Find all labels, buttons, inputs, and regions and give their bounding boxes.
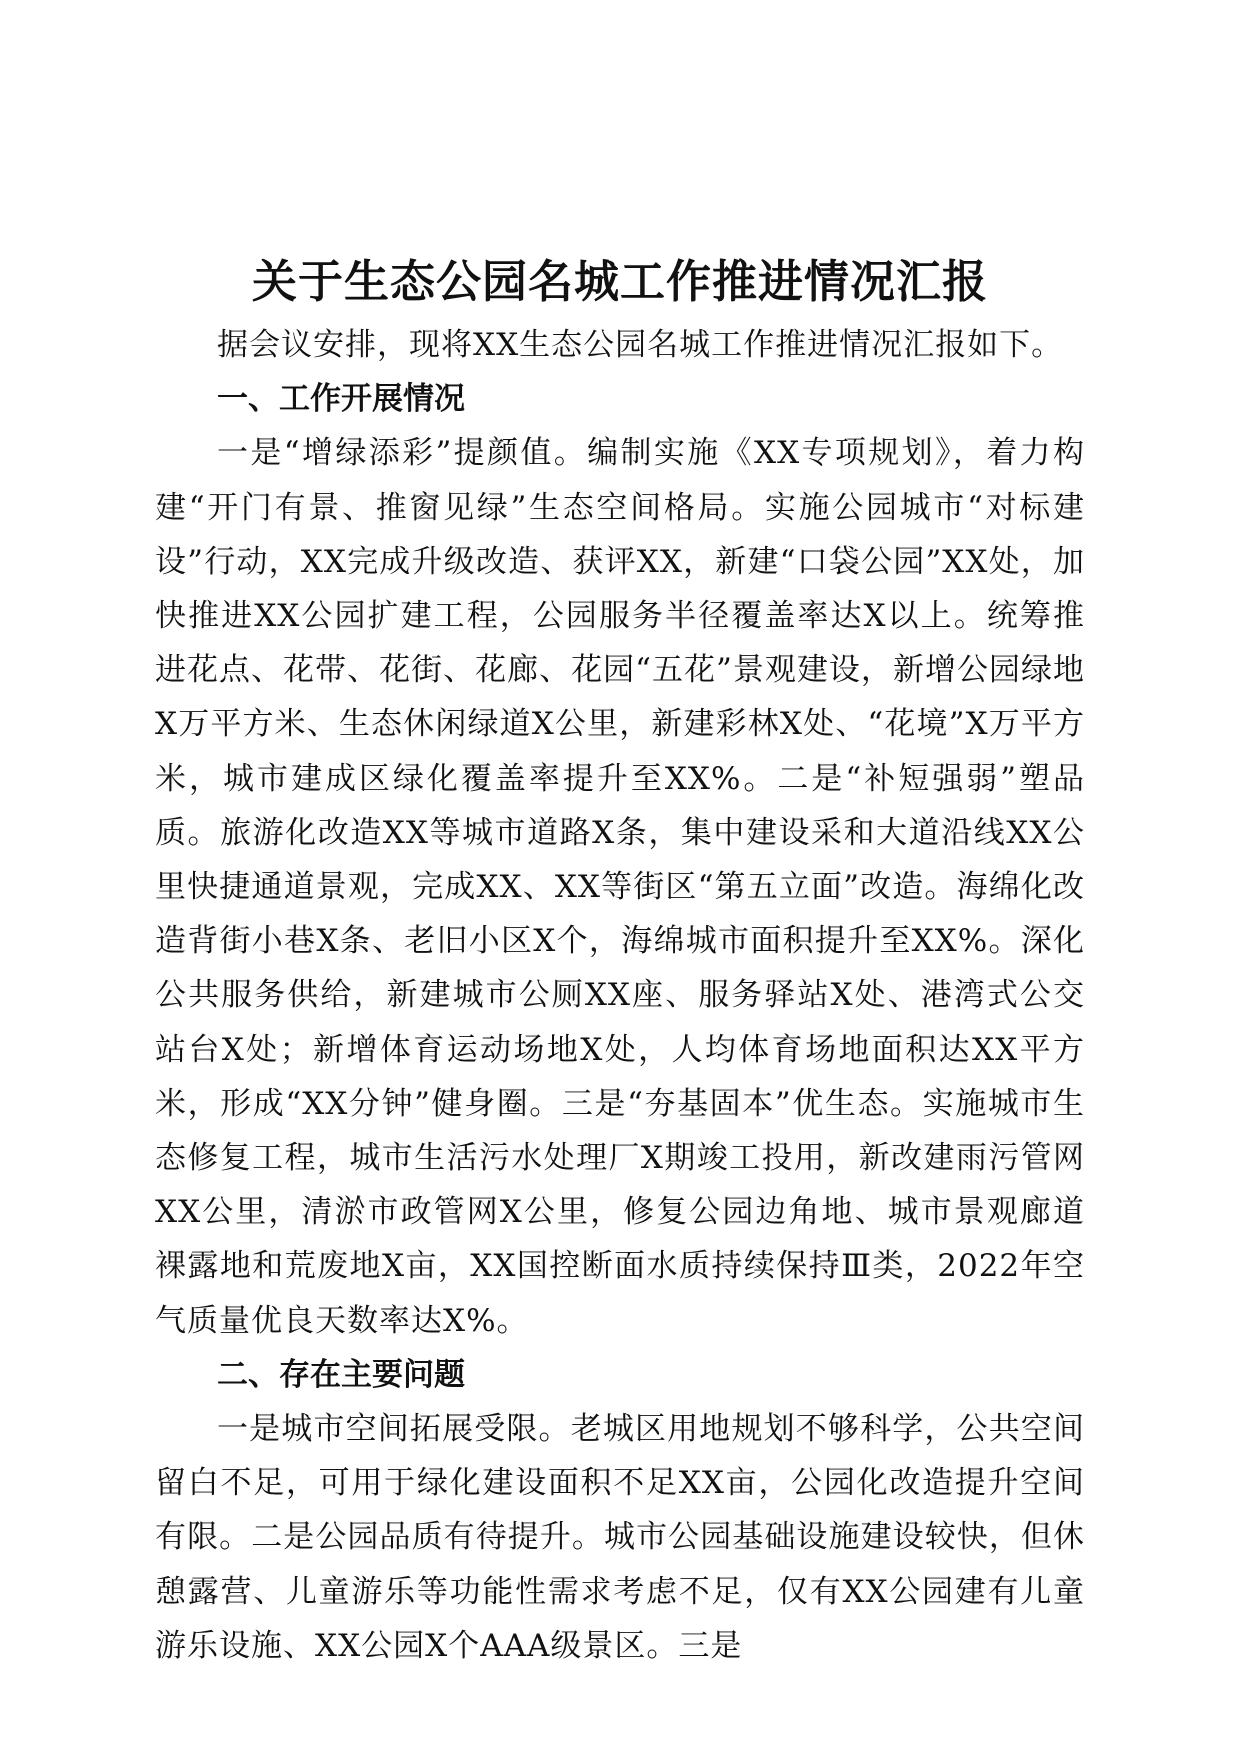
section-heading-work-progress: 一、工作开展情况 [217,381,465,418]
section-paragraph-main-problems: 一是城市空间拓展受限。老城区用地规划不够科学，公共空间留白不足，可用于绿化建设面积不足XX亩，公园化改造提升空间有限。二是公园品质有待提升。城市公园基础设施建设较快，但休憩露营、儿童游乐等功能性需求考虑不足，仅有XX公园建有儿童游乐设施、XX公园X个AAA级景区。三是 [155,1411,1085,1664]
section-paragraph-work-progress: 一是“增绿添彩”提颜值。编制实施《XX专项规划》，着力构建“开门有景、推窗见绿”生态空间格局。实施公园城市“对标建设”行动，XX完成升级改造、获评XX，新建“口袋公园”XX处，加快推进XX公园扩建工程，公园服务半径覆盖率达X以上。统筹推进花点、花带、花街、花廊、花园“五花”景观建设，新增公园绿地X万平方米、生态休闲绿道X公里，新建彩林X处、“花境”X万平方米，城市建成区绿化覆盖率提升至XX%。二是“补短强弱”塑品质。旅游化改造XX等城市道路X条，集中建设采和大道沿线XX公里快捷通道景观，完成XX、XX等街区“第五立面”改造。海绵化改造背街小巷X条、老旧小区X个，海绵城市面积提升至XX%。深化公共服务供给，新建城市公厕XX座、服务驿站X处、港湾式公交站台X处；新增体育运动场地X处，人均体育场地面积达XX平方米，形成“XX分钟”健身圈。三是“夯基固本”优生态。实施城市生态修复工程，城市生活污水处理厂X期竣工投用，新改建雨污管网XX公里，清淤市政管网X公里，修复公园边角地、城市景观廊道裸露地和荒废地X亩，XX国控断面水质持续保持Ⅲ类，2022年空气质量优良天数率达X%。 [155,435,1085,1339]
document-page [155,252,1085,1673]
intro-paragraph: 据会议安排，现将XX生态公园名城工作推进情况汇报如下。 [217,327,1064,363]
document-title: 关于生态公园名城工作推进情况汇报 [251,255,988,308]
section-heading-main-problems: 二、存在主要问题 [217,1356,465,1393]
